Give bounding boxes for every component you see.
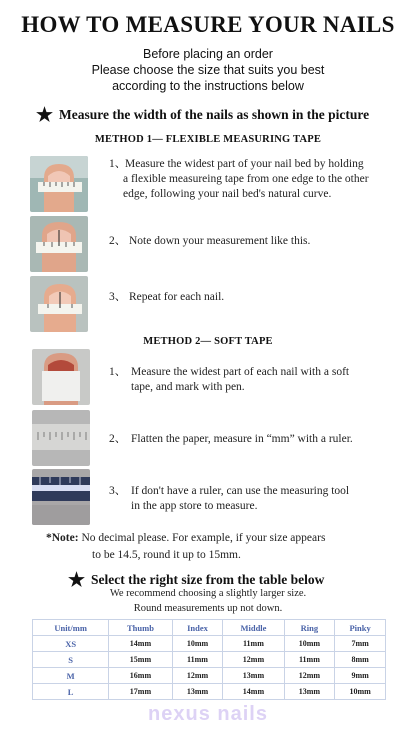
table-cell: 12mm (223, 652, 284, 668)
table-cell: 10mm (284, 636, 335, 652)
method2-step-3 (109, 484, 404, 514)
table-cell: 11mm (172, 652, 223, 668)
step-number: 2、 (109, 433, 127, 445)
table-cell: 14mm (223, 684, 284, 700)
size-label: L (33, 684, 109, 700)
table-row (33, 668, 386, 684)
intro-text (0, 46, 416, 94)
step-line: in the app store to measure. (131, 500, 258, 512)
recommend-line: We recommend choosing a slightly larger size. (109, 588, 307, 599)
intro-line: Before placing an order (143, 47, 273, 61)
recommend-line: Round measurements up not down. (133, 603, 283, 614)
star-icon: ★ (36, 105, 54, 126)
step-line: tape, and mark with pen. (131, 381, 245, 393)
method1-title: METHOD 1— FLEXIBLE MEASURING TAPE (94, 134, 322, 145)
table-cell: 12mm (284, 668, 335, 684)
method1-step-1 (109, 157, 399, 202)
method2-step-1 (109, 365, 404, 395)
tape-repeat-photo (30, 276, 88, 332)
table-cell: 10mm (172, 636, 223, 652)
step-line: If don't have a ruler, can use the measuring tool (131, 485, 350, 497)
column-header: Unit/mm (33, 620, 109, 636)
table-cell: 9mm (335, 668, 386, 684)
method2-step-2 (109, 432, 404, 447)
size-table (32, 619, 386, 700)
table-row (33, 652, 386, 668)
note-line: to be 14.5, round it up to 15mm. (92, 549, 241, 561)
table-cell: 13mm (223, 668, 284, 684)
step-line: edge, following your nail bed's natural curve. (123, 188, 332, 200)
step-line: a flexible measureing tape from one edge to the other (123, 173, 369, 185)
step-number: 1、 (109, 366, 127, 378)
column-header: Thumb (109, 620, 172, 636)
column-header: Ring (284, 620, 335, 636)
app-tool-photo (32, 469, 90, 525)
step-number: 1、 (109, 158, 127, 170)
method2-title: METHOD 2— SOFT TAPE (143, 336, 273, 347)
star-icon: ★ (68, 570, 86, 591)
table-cell: 10mm (335, 684, 386, 700)
note-label: *Note: (46, 532, 79, 544)
step-number: 2、 (109, 235, 127, 247)
measure-heading-text: Measure the width of the nails as shown in the picture (59, 107, 370, 122)
brand-logo: nexus nails (148, 703, 268, 725)
intro-line: Please choose the size that suits you best (91, 63, 325, 77)
method1-step-2 (109, 234, 399, 249)
select-size-heading-text: Select the right size from the table below (91, 572, 325, 587)
size-label: M (33, 668, 109, 684)
table-header-row (33, 620, 386, 636)
page-title: HOW TO MEASURE YOUR NAILS (21, 12, 395, 37)
table-cell: 7mm (335, 636, 386, 652)
table-cell: 11mm (284, 652, 335, 668)
table-cell: 13mm (172, 684, 223, 700)
rounding-note (46, 530, 325, 564)
size-label: S (33, 652, 109, 668)
ruler-photo (32, 410, 90, 466)
column-header: Index (172, 620, 223, 636)
measure-heading (36, 104, 369, 127)
soft-tape-photo (32, 349, 90, 405)
step-line: Measure the widest part of each nail with a soft (131, 366, 350, 378)
column-header: Pinky (335, 620, 386, 636)
table-cell: 15mm (109, 652, 172, 668)
table-cell: 14mm (109, 636, 172, 652)
tape-reading-photo (30, 216, 88, 272)
step-number: 3、 (109, 291, 127, 303)
step-number: 3、 (109, 485, 127, 497)
tape-measuring-photo (30, 156, 88, 212)
step-line: Repeat for each nail. (129, 291, 225, 303)
step-line: Flatten the paper, measure in “mm” with a ruler. (131, 433, 353, 445)
table-cell: 11mm (223, 636, 284, 652)
step-line: Note down your measurement like this. (129, 235, 311, 247)
table-row (33, 684, 386, 700)
table-cell: 12mm (172, 668, 223, 684)
note-line: No decimal please. For example, if your size appears (78, 532, 326, 544)
step-line: Measure the widest part of your nail bed by holding (125, 158, 364, 170)
intro-line: according to the instructions below (112, 79, 304, 93)
table-cell: 16mm (109, 668, 172, 684)
table-cell: 13mm (284, 684, 335, 700)
table-cell: 8mm (335, 652, 386, 668)
size-label: XS (33, 636, 109, 652)
table-row (33, 636, 386, 652)
column-header: Middle (223, 620, 284, 636)
table-cell: 17mm (109, 684, 172, 700)
method1-step-3 (109, 290, 399, 305)
